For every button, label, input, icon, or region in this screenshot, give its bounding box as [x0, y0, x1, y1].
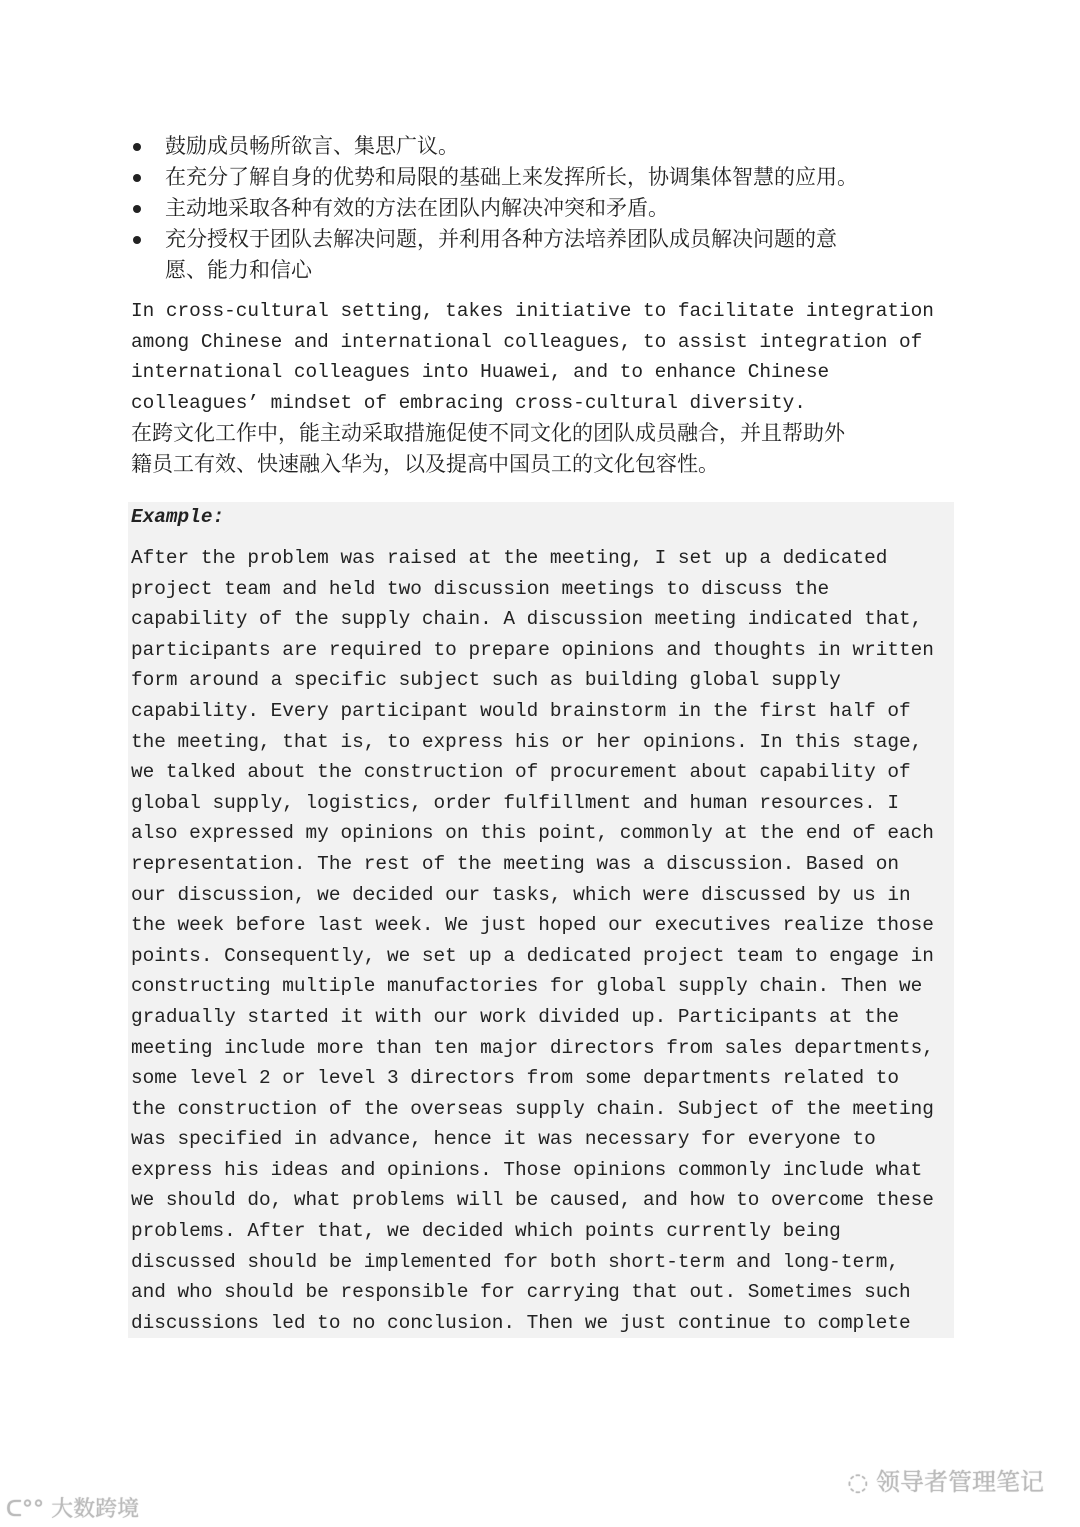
text-line: international colleagues into Huawei, and to enhance Chinese — [131, 361, 830, 384]
text-line: 在跨文化工作中，能主动采取措施促使不同文化的团队成员融合，并且帮助外 — [131, 421, 845, 445]
text-line: and who should be responsible for carrying that out. Sometimes such — [131, 1281, 911, 1304]
example-body — [131, 543, 934, 1338]
text-line: participants are required to prepare opinions and thoughts in written — [131, 638, 934, 661]
list-item-line: 充分授权于团队去解决问题，并利用各种方法培养团队成员解决问题的意 — [165, 227, 837, 251]
text-line: project team and held two discussion meetings to discuss the — [131, 577, 830, 600]
paragraph-english — [131, 296, 934, 418]
list-item-line: 主动地采取各种有效的方法在团队内解决冲突和矛盾。 — [165, 196, 669, 220]
text-line: problems. After that, we decided which points currently being — [131, 1220, 841, 1243]
text-line: among Chinese and international colleagues, to assist integration of — [131, 330, 923, 353]
text-line: we should do, what problems will be caused, and how to overcome these — [131, 1189, 934, 1212]
text-line: points. Consequently, we set up a dedicated project team to engage in — [131, 944, 934, 967]
bullet-icon — [133, 205, 141, 213]
text-line: form around a specific subject such as building global supply — [131, 669, 841, 692]
example-box — [128, 502, 954, 1338]
text-line: representation. The rest of the meeting was a discussion. Based on — [131, 852, 899, 875]
list-item — [131, 162, 858, 193]
list-item-line: 鼓励成员畅所欲言、集思广议。 — [165, 134, 459, 158]
text-line: also expressed my opinions on this point, commonly at the end of each — [131, 822, 934, 845]
wechat-watermark: ◌ 领导者管理笔记 — [847, 1468, 1044, 1496]
text-line: In cross-cultural setting, takes initiative to facilitate integration — [131, 300, 934, 322]
paragraph-chinese — [131, 418, 845, 480]
text-line: was specified in advance, hence it was necessary for everyone to — [131, 1128, 876, 1151]
text-line: global supply, logistics, order fulfillment and human resources. I — [131, 791, 899, 814]
text-line: meeting include more than ten major directors from sales departments, — [131, 1036, 934, 1059]
brand-logo-icon: ᑕ°° — [6, 1497, 52, 1522]
bullet-icon — [133, 174, 141, 182]
text-line: After the problem was raised at the meeting, I set up a dedicated — [131, 547, 888, 569]
text-line: the construction of the overseas supply chain. Subject of the meeting — [131, 1097, 934, 1120]
bullet-icon — [133, 143, 141, 151]
list-item — [131, 193, 858, 224]
text-line: the week before last week. We just hoped our executives realize those — [131, 914, 934, 937]
text-line: constructing multiple manufactories for global supply chain. Then we — [131, 975, 923, 998]
text-line: we talked about the construction of procurement about capability of — [131, 761, 911, 784]
text-line: capability. Every participant would brainstorm in the first half of — [131, 699, 911, 722]
wechat-icon: ◌ — [847, 1468, 876, 1496]
text-line: discussions led to no conclusion. Then we just continue to complete — [131, 1311, 911, 1334]
list-item-line: 在充分了解自身的优势和局限的基础上来发挥所长，协调集体智慧的应用。 — [165, 165, 858, 189]
bullet-icon — [133, 236, 141, 244]
text-line: express his ideas and opinions. Those opinions commonly include what — [131, 1158, 923, 1181]
text-line: the meeting, that is, to express his or her opinions. In this stage, — [131, 730, 923, 753]
list-item — [131, 224, 858, 286]
list-item — [131, 131, 858, 162]
text-line: some level 2 or level 3 directors from some departments related to — [131, 1067, 899, 1090]
text-line: gradually started it with our work divided up. Participants at the — [131, 1005, 899, 1028]
text-line: capability of the supply chain. A discussion meeting indicated that, — [131, 608, 923, 631]
brand-watermark: ᑕ°° 大数跨境 — [6, 1497, 140, 1522]
list-item-line: 愿、能力和信心 — [165, 258, 312, 282]
text-line: our discussion, we decided our tasks, which were discussed by us in — [131, 883, 911, 906]
example-title: Example: — [131, 506, 225, 528]
bullet-list — [131, 131, 858, 286]
text-line: 籍员工有效、快速融入华为，以及提高中国员工的文化包容性。 — [131, 452, 719, 476]
text-line: colleagues’ mindset of embracing cross-cultural diversity. — [131, 391, 806, 414]
text-line: discussed should be implemented for both short-term and long-term, — [131, 1250, 899, 1273]
